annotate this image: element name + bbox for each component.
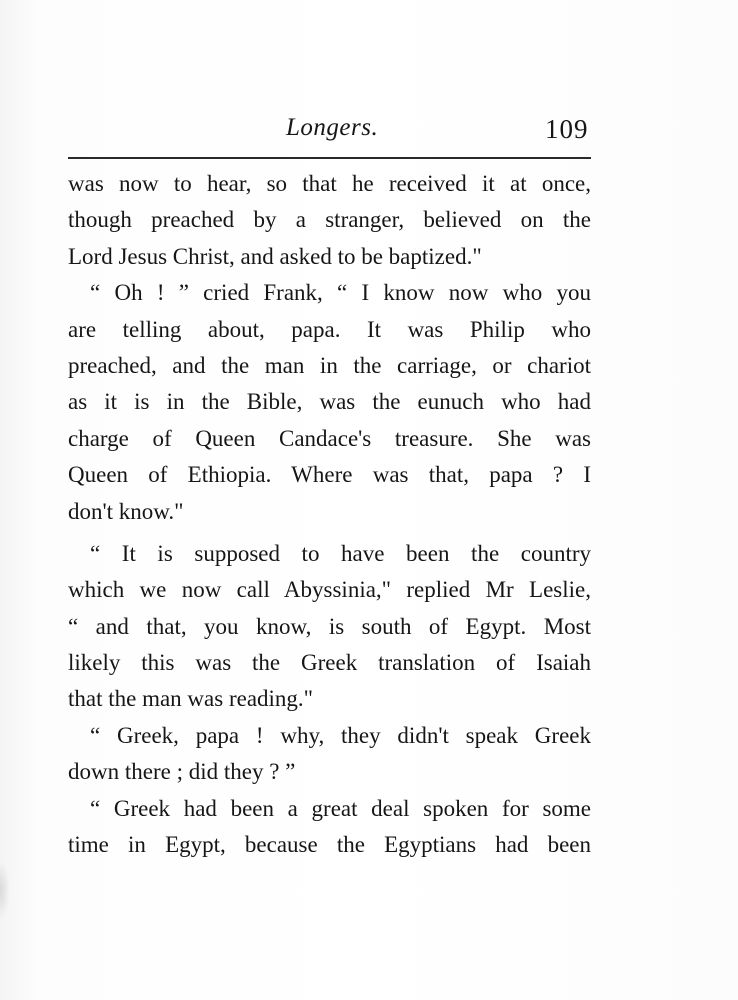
text-line: “ and that, you know, is south of Egypt. Most — [68, 613, 591, 639]
text-line: though preached by a stranger, believed on the — [68, 207, 591, 233]
page-number: 109 — [545, 114, 589, 144]
text-line: down there ; did they ? ” — [68, 759, 296, 785]
text-line: preached, and the man in the carriage, or chariot — [68, 352, 591, 378]
text-line: Queen of Ethiopia. Where was that, papa ? I — [68, 462, 591, 488]
text-line: “ Greek had been a great deal spoken for some — [90, 795, 591, 821]
text-line: are telling about, papa. It was Philip who — [68, 316, 591, 342]
header-rule — [68, 157, 591, 159]
page-edge-shadow — [0, 860, 10, 920]
body-text — [68, 166, 591, 863]
text-line: “ Oh ! ” cried Frank, “ I know now who you — [90, 280, 591, 306]
text-line: which we now call Abyssinia," replied Mr Leslie, — [68, 577, 591, 603]
text-line: that the man was reading." — [68, 686, 314, 712]
text-line: “ It is supposed to have been the country — [90, 540, 591, 566]
text-line: don't know." — [68, 498, 184, 524]
text-line: likely this was the Greek translation of Isaiah — [68, 650, 591, 676]
text-line: Lord Jesus Christ, and asked to be baptized." — [68, 243, 482, 269]
text-line: was now to hear, so that he received it at once, — [68, 171, 591, 196]
running-title: Longers. — [286, 114, 379, 141]
text-line: charge of Queen Candace's treasure. She was — [68, 425, 591, 451]
text-line: time in Egypt, because the Egyptians had been — [68, 832, 591, 858]
text-line: as it is in the Bible, was the eunuch who had — [68, 389, 591, 415]
text-line: “ Greek, papa ! why, they didn't speak Greek — [90, 722, 591, 748]
